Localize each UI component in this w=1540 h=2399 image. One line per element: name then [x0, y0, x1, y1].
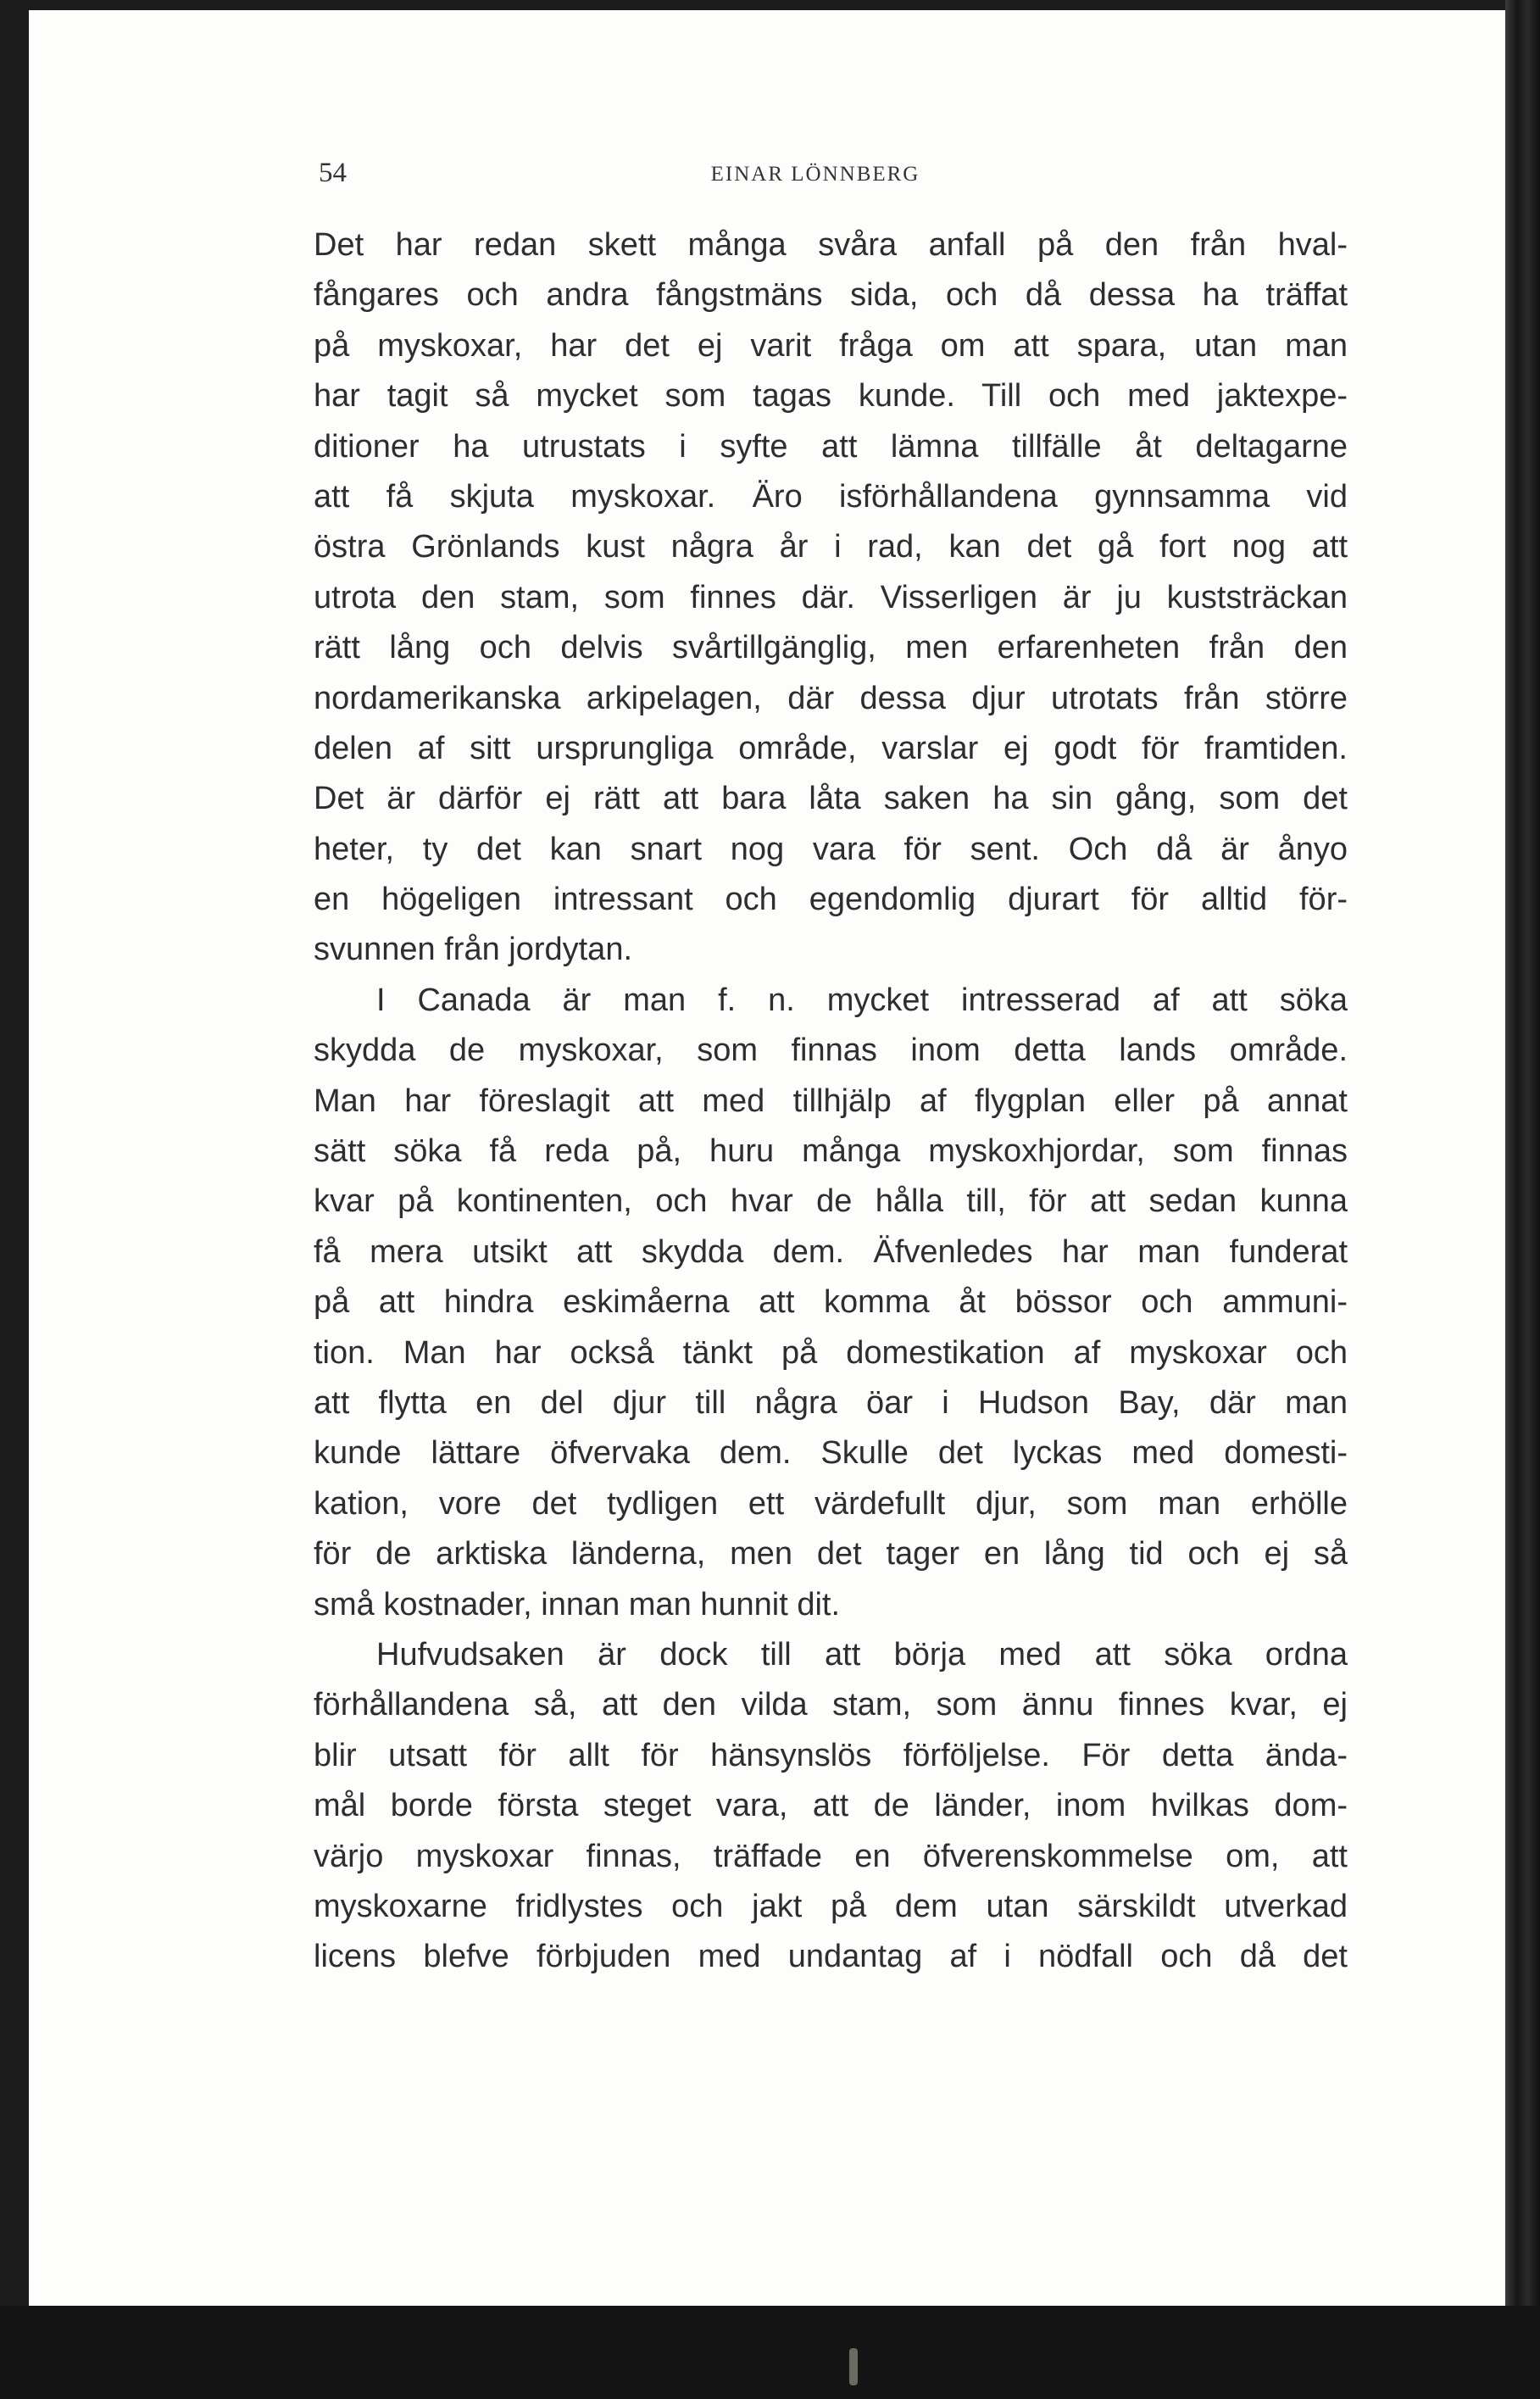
text-line: kvar på kontinenten, och hvar de hålla till, för att sedan kunna	[314, 1183, 1348, 1220]
text-line: små kostnader, innan man hunnit dit.	[314, 1586, 841, 1623]
text-line: på myskoxar, har det ej varit fråga om att spara, utan man	[314, 327, 1348, 364]
text-line: kation, vore det tydligen ett värdefullt djur, som man erhölle	[314, 1485, 1348, 1522]
text-line: kunde lättare öfvervaka dem. Skulle det lyckas med domesti-	[314, 1435, 1348, 1472]
text-line: östra Grönlands kust några år i rad, kan det gå fort nog att	[314, 529, 1348, 565]
text-line: utrota den stam, som finnes där. Visserligen är ju kuststräckan	[314, 579, 1348, 615]
text-line: fångares och andra fångstmäns sida, och då dessa ha träffat	[314, 277, 1348, 314]
text-line: Man har föreslagit att med tillhjälp af flygplan eller på annat	[314, 1083, 1348, 1119]
text-line: att få skjuta myskoxar. Äro isförhållandena gynnsamma vid	[314, 478, 1348, 515]
text-line: en högeligen intressant och egendomlig djurart för alltid för-	[314, 882, 1348, 918]
text-line: sätt söka få reda på, huru många myskoxhjordar, som finnas	[314, 1133, 1348, 1170]
text-line: licens blefve förbjuden med undantag af i nödfall och då det	[314, 1939, 1348, 1975]
text-line: värjo myskoxar finnas, träffade en öfverenskommelse om, att	[314, 1838, 1348, 1874]
body-text	[314, 220, 1348, 1983]
text-line: myskoxarne fridlystes och jakt på dem utan särskildt utverkad	[314, 1888, 1348, 1924]
text-line: Det är därför ej rätt att bara låta saken ha sin gång, som det	[314, 781, 1348, 817]
text-line: har tagit så mycket som tagas kunde. Till och med jaktexpe-	[314, 378, 1348, 415]
scan-mark	[849, 2348, 858, 2385]
text-line: på att hindra eskimåerna att komma åt bössor och ammuni-	[314, 1284, 1348, 1321]
running-head	[319, 158, 1346, 195]
text-line: skydda de myskoxar, som finnas inom detta lands område.	[314, 1033, 1348, 1069]
text-line: Hufvudsaken är dock till att börja med att söka ordna	[376, 1636, 1348, 1673]
text-line: Det har redan skett många svåra anfall på den från hval-	[314, 227, 1348, 263]
text-line: nordamerikanska arkipelagen, där dessa djur utrotats från större	[314, 680, 1348, 716]
text-line: I Canada är man f. n. mycket intresserad af att söka	[376, 982, 1348, 1018]
text-line: svunnen från jordytan.	[314, 932, 633, 968]
text-line: att flytta en del djur till några öar i Hudson Bay, där man	[314, 1384, 1348, 1421]
text-line: mål borde första steget vara, att de länder, inom hvilkas dom-	[314, 1788, 1348, 1824]
running-head-title: EINAR LÖNNBERG	[710, 163, 920, 186]
text-line: blir utsatt för allt för hänsynslös förföljelse. För detta ända-	[314, 1737, 1348, 1773]
page-number: 54	[319, 158, 347, 188]
text-line: ditioner ha utrustats i syfte att lämna tillfälle åt deltagarne	[314, 428, 1348, 465]
scan-edge-right	[1505, 0, 1540, 2399]
text-line: tion. Man har också tänkt på domestikation af myskoxar och	[314, 1334, 1348, 1371]
text-line: för de arktiska länderna, men det tager en lång tid och ej så	[314, 1536, 1348, 1572]
scan-edge-bottom	[0, 2306, 1540, 2399]
text-line: heter, ty det kan snart nog vara för sent. Och då är ånyo	[314, 831, 1348, 867]
text-line: förhållandena så, att den vilda stam, som ännu finnes kvar, ej	[314, 1687, 1348, 1723]
text-line: delen af sitt ursprungliga område, varslar ej godt för framtiden.	[314, 730, 1348, 766]
text-line: få mera utsikt att skydda dem. Äfvenledes har man funderat	[314, 1233, 1348, 1270]
text-line: rätt lång och delvis svårtillgänglig, men erfarenheten från den	[314, 630, 1348, 666]
